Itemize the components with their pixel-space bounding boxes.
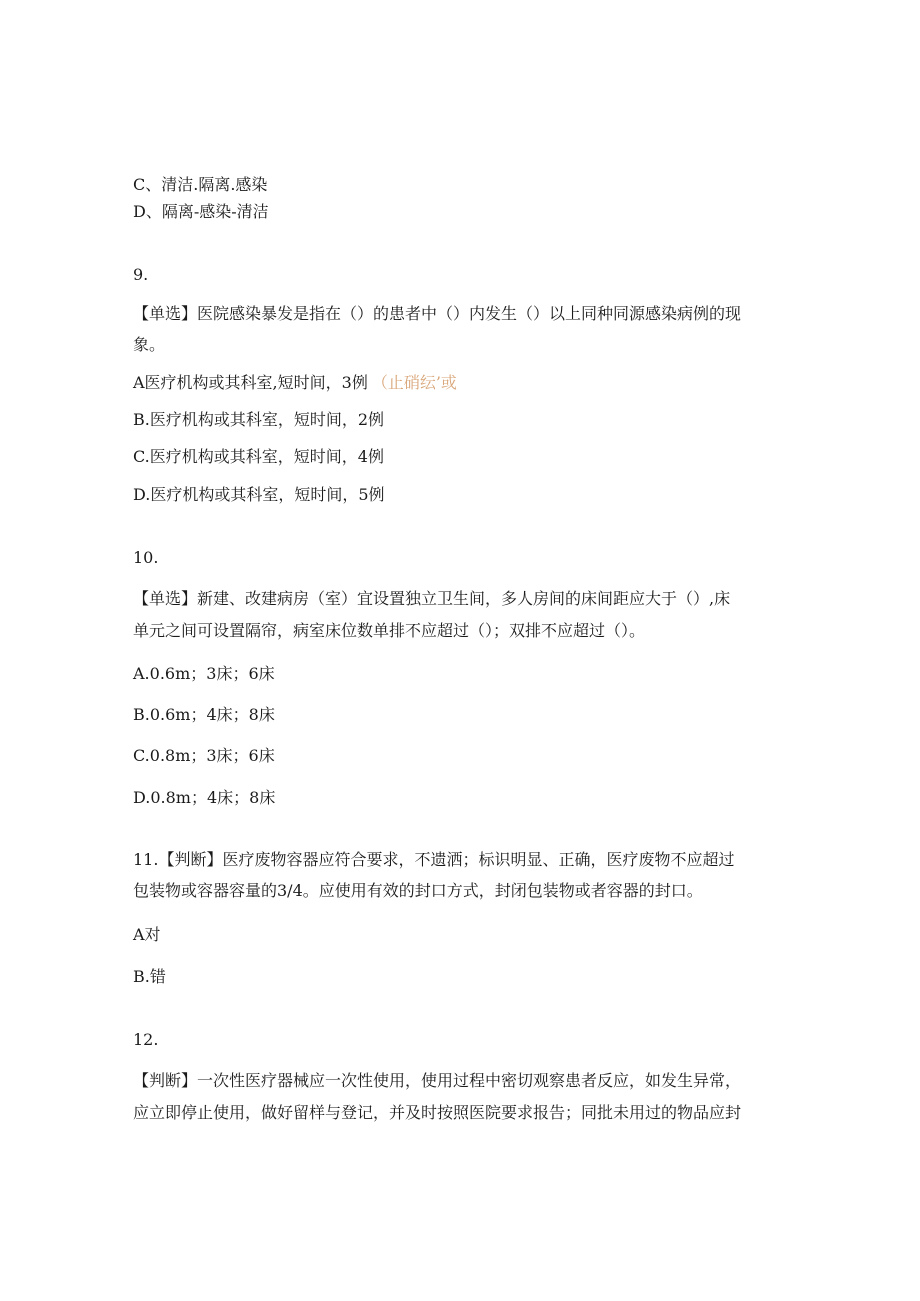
q9-option-a-text: A医疗机构或其科室,短时间，3例 <box>133 373 368 392</box>
q12-number: 12. <box>133 1030 159 1049</box>
q10-stem-line1: 【单选】新建、改建病房（室）宜设置独立卫生间，多人房间的床间距应大于（）,床 <box>133 589 731 608</box>
q9-option-d: D.医疗机构或其科室，短时间，5例 <box>133 485 385 504</box>
q10-option-c: C.0.8m；3床；6床 <box>133 746 275 765</box>
q8-option-c: C、清洁.隔离.感染 <box>133 175 268 194</box>
q10-option-d: D.0.8m；4床；8床 <box>133 788 276 807</box>
q9-option-a-annotation: （止硝纭’或 <box>371 373 457 392</box>
q10-option-b: B.0.6m；4床；8床 <box>133 705 275 724</box>
q11-stem-line2: 包装物或容器容量的3/4。应使用有效的封口方式，封闭包装物或者容器的封口。 <box>133 881 703 900</box>
q12-stem-line1: 【判断】一次性医疗器械应一次性使用，使用过程中密切观察患者反应，如发生异常， <box>133 1071 742 1090</box>
q11-stem-line1: 11.【判断】医疗废物容器应符合要求，不遗洒；标识明显、正确，医疗废物不应超过 <box>133 850 735 869</box>
q12-stem-line2: 应立即停止使用，做好留样与登记，并及时按照医院要求报告；同批未用过的物品应封 <box>133 1103 742 1122</box>
q10-option-a: A.0.6m；3床；6床 <box>133 664 275 683</box>
q9-option-a <box>133 373 457 393</box>
q10-number: 10. <box>133 548 159 567</box>
q9-number: 9. <box>133 265 149 284</box>
q11-option-a: A对 <box>133 925 161 944</box>
q9-stem-line1: 【单选】医院感染暴发是指在（）的患者中（）内发生（）以上同种同源感染病例的现 <box>133 304 742 323</box>
q10-stem-line2: 单元之间可设置隔帘，病室床位数单排不应超过（）；双排不应超过（）。 <box>133 621 646 640</box>
q9-option-c: C.医疗机构或其科室，短时间，4例 <box>133 447 384 466</box>
q9-stem-line2: 象。 <box>133 335 166 354</box>
q9-option-b: B.医疗机构或其科室，短时间，2例 <box>133 410 385 429</box>
q11-option-b: B.错 <box>133 967 166 986</box>
q8-option-d: D、隔离-感染-清洁 <box>133 202 269 221</box>
